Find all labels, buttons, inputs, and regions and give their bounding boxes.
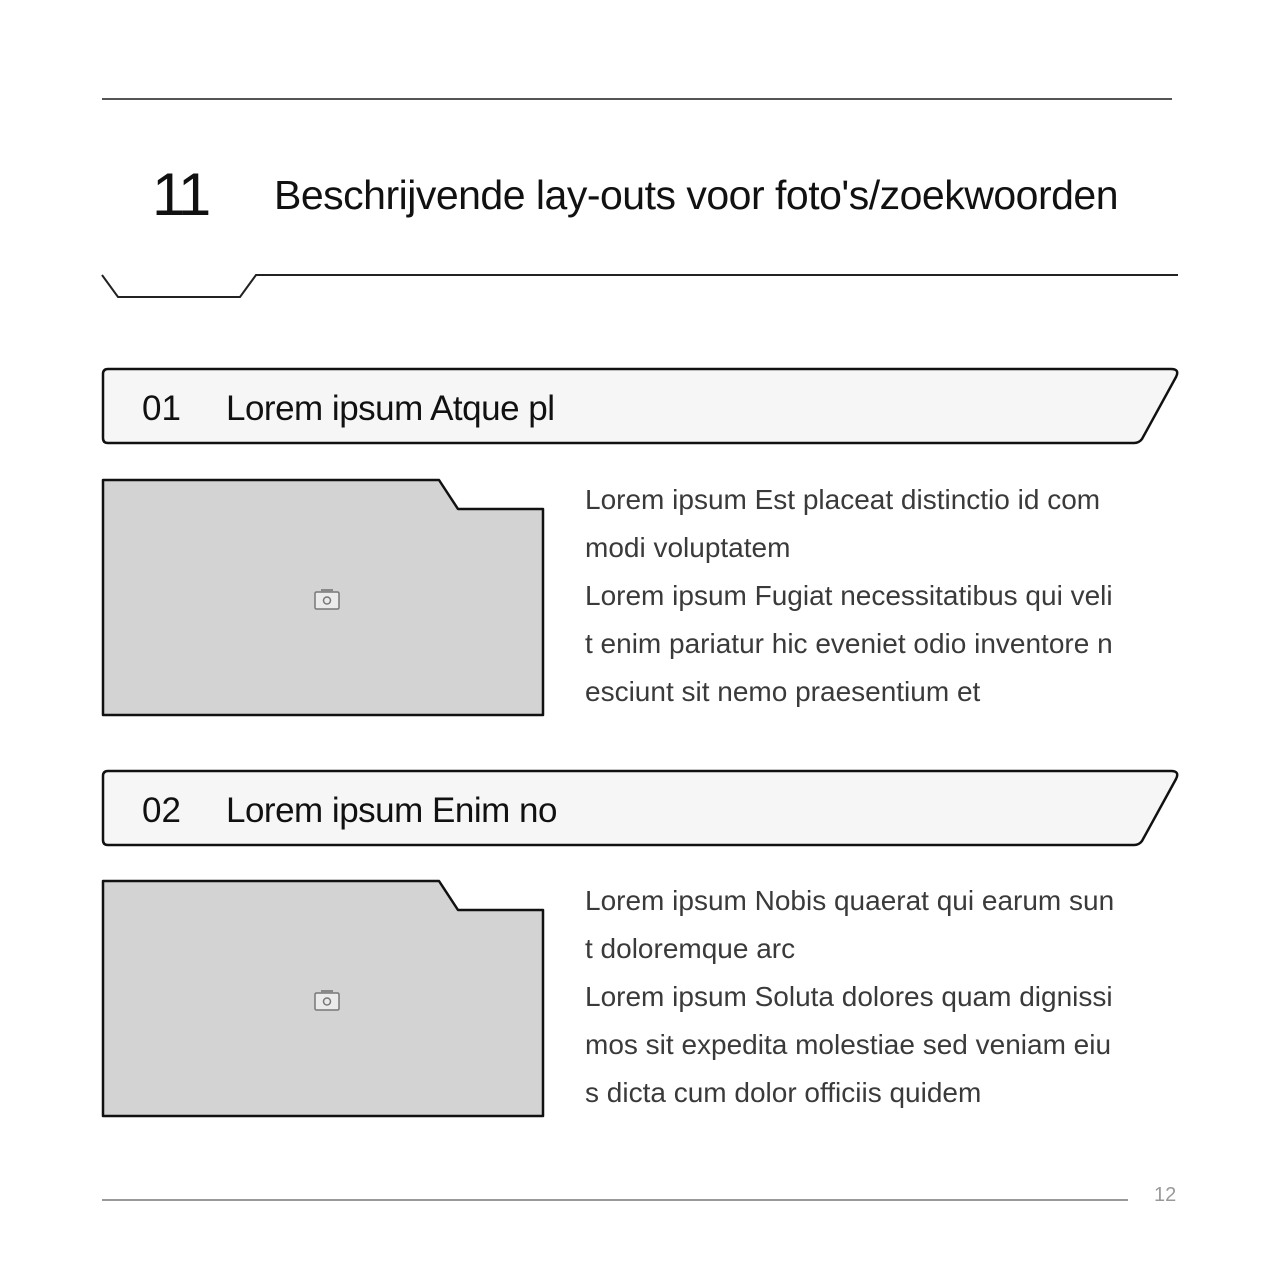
body-line: t enim pariatur hic eveniet odio inventore n: [585, 628, 1113, 659]
photo-placeholder: [100, 478, 546, 718]
body-line: mos sit expedita molestiae sed veniam eiu: [585, 1029, 1112, 1060]
body-line: modi voluptatem: [585, 532, 791, 563]
section-body: [585, 877, 1165, 1117]
footer-rule: [102, 1199, 1128, 1201]
body-line: Lorem ipsum Soluta dolores quam dignissi: [585, 981, 1113, 1012]
body-line: s dicta cum dolor officiis quidem: [585, 1077, 982, 1108]
section-number: 02: [142, 791, 181, 830]
section-title: Lorem ipsum Enim no: [226, 791, 557, 830]
body-line: t doloremque arc: [585, 933, 796, 964]
page-number: 12: [1154, 1184, 1177, 1206]
body-line: Lorem ipsum Est placeat distinctio id com: [585, 484, 1101, 515]
section-body: [585, 476, 1165, 716]
top-rule: [102, 98, 1172, 100]
camera-icon: [315, 589, 339, 609]
section-number: 01: [142, 389, 181, 428]
body-line: Lorem ipsum Fugiat necessitatibus qui veli: [585, 580, 1113, 611]
camera-icon: [315, 990, 339, 1010]
chapter-title: Beschrijvende lay-outs voor foto's/zoekwoorden: [274, 172, 1119, 218]
header-divider-decoration: [100, 268, 1182, 302]
chapter-number: 11: [152, 161, 209, 228]
body-line: esciunt sit nemo praesentium et: [585, 676, 981, 707]
body-line: Lorem ipsum Nobis quaerat qui earum sun: [585, 885, 1115, 916]
photo-placeholder: [100, 879, 546, 1119]
section-title: Lorem ipsum Atque pl: [226, 389, 555, 428]
